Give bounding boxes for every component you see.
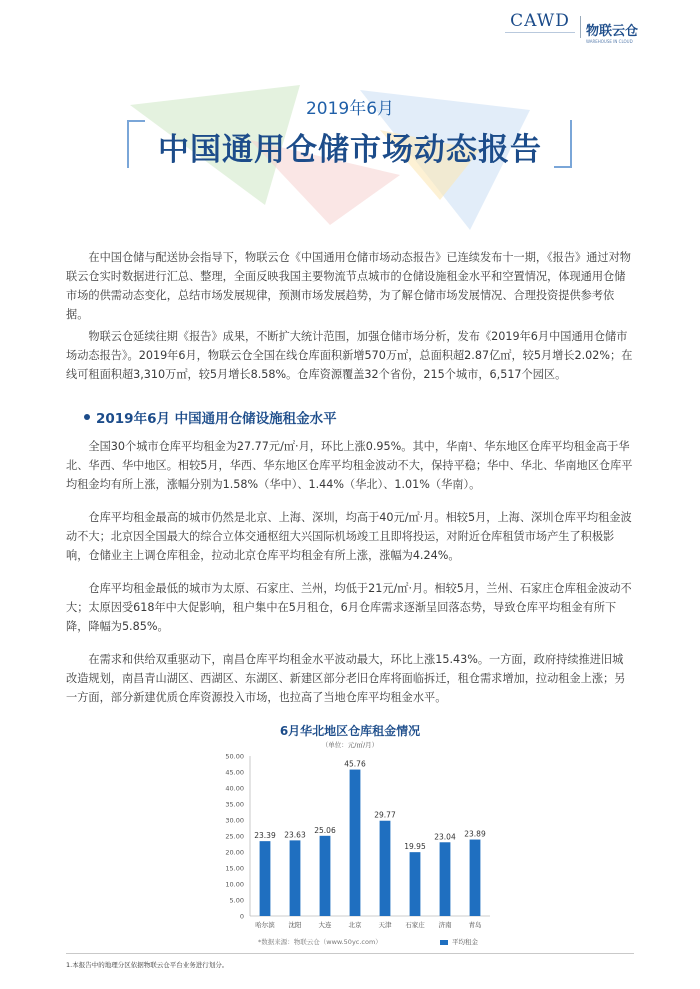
y-tick-label: 30.00 (225, 816, 244, 825)
report-date: 2019年6月 (305, 99, 395, 119)
section-paragraph-4: 在需求和供给双重驱动下，南昌仓库平均租金水平波动最大，环比上涨15.43%。一方面，政府持续推进旧城改造规划，南昌青山湖区、西湖区、东湖区、新建区部分老旧仓库将面临拆迁，租仓需求增加，拉动租金上涨；另一方面，部分新建优质仓库资源投入市场，也拉高了当地仓库平均租金水平。 (66, 653, 626, 704)
y-tick-label: 10.00 (225, 880, 244, 889)
bar (410, 852, 421, 916)
x-tick-label: 石家庄 (405, 921, 425, 929)
data-label: 29.77 (374, 810, 396, 820)
cawd-logo-text: CAWD (510, 11, 570, 31)
bullet-icon (84, 414, 90, 420)
chart-unit: （单位：元/㎡/月） (321, 741, 379, 749)
wulianyuncang-logo (586, 10, 686, 44)
y-tick-label: 0 (239, 912, 244, 921)
y-tick-label: 5.00 (229, 896, 244, 905)
bar (320, 836, 331, 916)
x-tick-label: 沈阳 (288, 921, 302, 929)
y-tick-label: 20.00 (225, 848, 244, 857)
y-tick-label: 35.00 (225, 800, 244, 809)
footnote: 1.本报告中的地理分区依据物联云仓平台业务进行划分。 (66, 961, 229, 969)
data-label: 23.63 (284, 830, 306, 840)
chart-source: *数据来源：物联云仓（www.50yc.com） (258, 938, 382, 946)
x-tick-label: 济南 (438, 921, 452, 929)
x-tick-label: 天津 (378, 921, 392, 929)
bar (260, 841, 271, 916)
data-label: 23.89 (464, 829, 486, 839)
bar (380, 821, 391, 916)
section-paragraph-2: 仓库平均租金最高的城市仍然是北京、上海、深圳，均高于40元/㎡·月。相较5月，上海、深圳仓库平均租金波动不大；北京因全国最大的综合立体交通枢纽大兴国际机场竣工且即将投运，对附近仓库租赁市场产生了积极影响，仓储业主上调仓库租金，拉动北京仓库平均租金有所上涨，涨幅为4.24%。 (66, 511, 632, 562)
brand-logo-subtext: WAREHOUSE IN CLOUD (586, 39, 633, 44)
data-label: 19.95 (404, 842, 426, 852)
bar (350, 770, 361, 916)
y-tick-label: 15.00 (225, 864, 244, 873)
y-tick-label: 25.00 (225, 832, 244, 841)
section-paragraph-1: 全国30个城市仓库平均租金为27.77元/㎡·月，环比上涨0.95%。其中，华南¹、华东地区仓库平均租金高于华北、华西、华中地区。相较5月，华西、华东地区仓库平均租金波动不大，保持平稳；华中、华北、华南地区仓库平均租金均有所上涨，涨幅分别为1.58%（华中）、1.44%（华北）、1.01%（华南）。 (66, 440, 633, 491)
footnote-divider (66, 953, 634, 954)
bar (440, 842, 451, 916)
legend-label: 平均租金 (452, 938, 478, 946)
bar (290, 840, 301, 916)
x-tick-label: 青岛 (468, 921, 482, 929)
chart-legend (440, 937, 478, 946)
intro-paragraph-1: 在中国仓储与配送协会指导下，物联云仓《中国通用仓储市场动态报告》已连续发布十一期，《报告》通过对物联云仓实时数据进行汇总、整理，全面反映我国主要物流节点城市的仓储设施租金水平和空置情况，体现通用仓储市场的供需动态变化，总结市场发展规律，预测市场发展趋势，为了解仓储市场发展情况、合理投资提供参考依据。 (66, 251, 631, 321)
cawd-logo (505, 12, 575, 37)
section-heading (84, 407, 337, 427)
brand-logo-text: 物联云仓 (586, 24, 639, 39)
data-label: 23.39 (254, 831, 276, 841)
y-tick-label: 50.00 (225, 752, 244, 761)
data-label: 23.04 (434, 832, 456, 842)
x-tick-label: 大连 (318, 921, 332, 929)
legend-swatch (440, 940, 448, 945)
report-title: 中国通用仓储市场动态报告 (158, 132, 542, 168)
y-tick-label: 40.00 (225, 784, 244, 793)
data-label: 45.76 (344, 759, 366, 769)
bar (470, 840, 481, 916)
x-tick-label: 哈尔滨 (255, 921, 275, 929)
x-tick-label: 北京 (348, 921, 362, 929)
cawd-logo-subtext (505, 32, 575, 37)
chart-title: 6月华北地区仓库租金情况 (279, 724, 421, 738)
data-label: 25.06 (314, 825, 336, 835)
section-paragraph-3: 仓库平均租金最低的城市为太原、石家庄、兰州，均低于21元/㎡·月。相较5月，兰州、石家庄仓库租金波动不大；太原因受618年中大促影响，租户集中在5月租仓，6月仓库需求逐渐呈回落态势，导致仓库平均租金有所下降，降幅为5.85%。 (66, 582, 632, 633)
y-tick-label: 45.00 (225, 768, 244, 777)
bar-chart (210, 748, 500, 933)
section-heading-text: 2019年6月 中国通用仓储设施租金水平 (96, 411, 337, 427)
intro-paragraph-2: 物联云仓延续往期《报告》成果，不断扩大统计范围，加强仓储市场分析，发布《2019年6月中国通用仓储市场动态报告》。2019年6月，物联云仓全国在线仓库面积新增570万㎡，总面积超2.87亿㎡，较5月增长2.02%；在线可租面积超3,310万㎡，较5月增长8.58%。仓库资源覆盖32个省份，215个城市，6,517个园区。 (66, 330, 633, 381)
logo-divider (580, 16, 581, 38)
